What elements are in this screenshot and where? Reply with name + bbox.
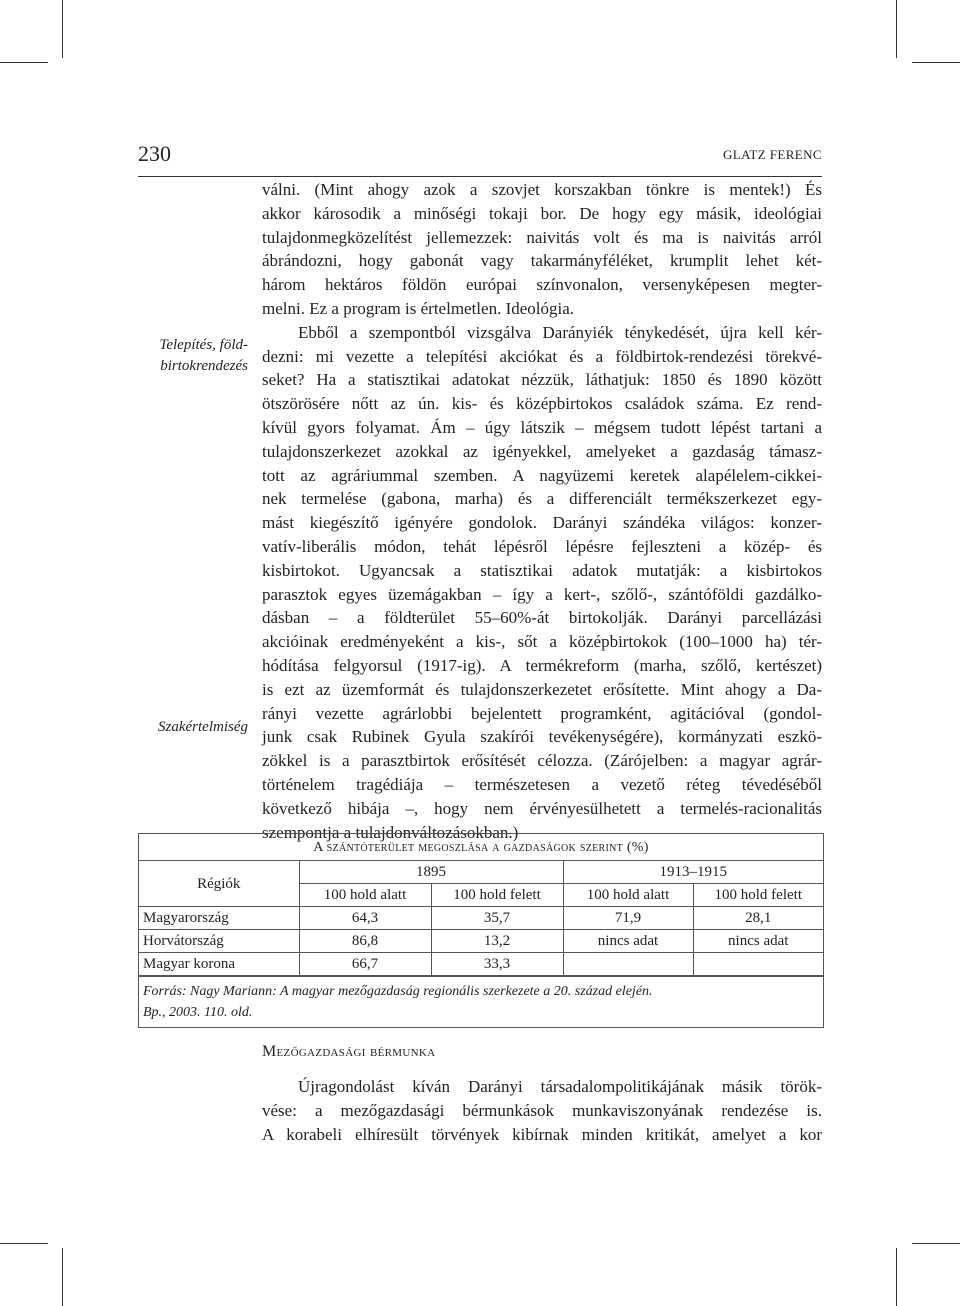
table-cell: nincs adat — [693, 930, 823, 953]
paragraph-1 — [262, 178, 822, 321]
text-line: tott az agráriummal szemben. A nagyüzemi keretek alapélelem-cikkei- — [262, 465, 822, 485]
table-cell: 71,9 — [563, 907, 693, 930]
row-region: Horvátország — [139, 930, 299, 953]
page-number: 230 — [138, 141, 171, 166]
text-line: kívül gyors folyamat. Ám – úgy látszik – mégsem tudott lépést tartani a — [262, 417, 822, 437]
row-region: Magyar korona — [139, 953, 299, 976]
header-rule — [138, 176, 822, 177]
text-line: ötszörösére nőtt az ún. kis- és középbirtokos családok száma. Ez rend- — [262, 394, 822, 414]
period-header-1913: 1913–1915 — [563, 861, 823, 884]
text-line: ábrándozni, hogy gabonát vagy takarmányféléket, krumplit lehet két- — [262, 251, 822, 271]
subheader: 100 hold alatt — [299, 884, 431, 907]
margin-note-line: Telepítés, föld- — [159, 337, 248, 353]
section-body-text — [262, 1075, 822, 1146]
body-text — [262, 178, 822, 844]
text-line: vése: a mezőgazdasági bérmunkások munkaviszonyának rendezése is. — [262, 1100, 822, 1120]
row-region: Magyarország — [139, 907, 299, 930]
crop-mark-right-top — [912, 62, 960, 63]
margin-note-telepites — [159, 335, 248, 377]
text-line: dásban – a földterület 55–60%-át birtokolják. Darányi parcellázási — [262, 608, 822, 628]
table-cell: 35,7 — [431, 907, 563, 930]
table-title: A szántóterület megoszlása a gazdaságok szerint (%) — [139, 834, 823, 861]
text-line: zökkel is a parasztbirtok erősítését célozza. (Zárójelben: a magyar agrár- — [262, 751, 822, 771]
text-line: akkor károsodik a minőségi tokaji bor. De hogy egy másik, ideológiai — [262, 203, 822, 223]
subheader: 100 hold felett — [431, 884, 563, 907]
crop-mark-top-right — [896, 0, 897, 58]
text-line: három hektáros földön európai színvonalon, versenyképesen megter- — [262, 275, 822, 295]
text-line: junk csak Rubinek Gyula szakírói tevékenységére), kormányzati eszkö- — [262, 727, 822, 747]
crop-mark-top-left — [62, 0, 63, 58]
table-cell: 66,7 — [299, 953, 431, 976]
table-cell: 33,3 — [431, 953, 563, 976]
text-line: seket? Ha a statisztikai adatokat nézzük, láthatjuk: 1850 és 1890 között — [262, 370, 822, 390]
table-source — [139, 976, 823, 1027]
text-line: Újragondolást kíván Darányi társadalompolitikájának másik török- — [298, 1077, 822, 1096]
source-line: Forrás: Nagy Mariann: A magyar mezőgazdaság regionális szerkezete a 20. század elején. — [143, 984, 653, 999]
crop-mark-bottom-left — [62, 1248, 63, 1306]
text-line: dezni: mi vezette a telepítési akciókat és a földbirtok-rendezési törekvé- — [262, 346, 822, 366]
table-cell: 86,8 — [299, 930, 431, 953]
text-line: nek termelése (gabona, marha) és a differenciált termékszerkezet egy- — [262, 489, 822, 509]
text-line: tulajdonmegközelítést jellemezzek: naivitás volt és ma is naivitás arról — [262, 227, 822, 247]
source-line: Bp., 2003. 110. old. — [143, 1005, 253, 1020]
text-line: Ebből a szempontból vizsgálva Darányiék ténykedését, újra kell kér- — [298, 322, 822, 342]
crop-mark-bottom-right — [896, 1248, 897, 1306]
table-cell: 13,2 — [431, 930, 563, 953]
table-cell: 64,3 — [299, 907, 431, 930]
text-line: rányi vezette agrárlobbi bejelentett programként, agitációval (gondol- — [262, 703, 822, 723]
text-line: válni. (Mint ahogy azok a szovjet korszakban tönkre is mentek!) És — [262, 180, 822, 199]
margin-note-line: birtokrendezés — [160, 358, 248, 374]
text-line: vatív-liberális módon, tehát lépésről lépésre fejleszteni a közép- és — [262, 536, 822, 556]
table-cell — [693, 953, 823, 976]
text-line: melni. Ez a program is értelmetlen. Ideológia. — [262, 298, 575, 318]
margin-note-szakertelmiseg: Szakértelmiség — [158, 719, 248, 735]
table-grid — [139, 861, 823, 976]
crop-mark-left-top — [0, 62, 48, 63]
subheader: 100 hold felett — [693, 884, 823, 907]
table-cell: 28,1 — [693, 907, 823, 930]
running-header-author: GLATZ FERENC — [722, 147, 822, 162]
paragraph-2 — [262, 321, 822, 845]
table-header-row — [139, 861, 823, 884]
table-row — [139, 930, 823, 953]
table-cell — [563, 953, 693, 976]
land-distribution-table — [138, 833, 824, 1028]
table-row — [139, 907, 823, 930]
text-line: történelem tragédiája – természetesen a vezető réteg tévedéséből — [262, 774, 822, 794]
text-line: akcióinak eredményeként a kis-, sőt a középbirtokok (100–1000 ha) tér- — [262, 632, 822, 652]
text-line: is ezt az üzemformát és tulajdonszerkezetet erősítette. Mint ahogy a Da- — [262, 679, 822, 699]
text-line: tulajdonszerkezet azokkal az igényekkel, amelyeket a gazdaság támasz- — [262, 441, 822, 461]
text-line: szempontja a tulajdonváltozásokban.) — [262, 822, 519, 842]
crop-mark-left-bottom — [0, 1243, 48, 1244]
table-row — [139, 953, 823, 976]
subheader: 100 hold alatt — [563, 884, 693, 907]
text-line: parasztok egyes üzemágakban – így a kert-, szőlő-, szántóföldi gazdálko- — [262, 584, 822, 604]
text-line: hódítása felgyorsul (1917-ig). A termékreform (marha, szőlő, kertészet) — [262, 655, 822, 675]
region-header: Régiók — [139, 861, 299, 907]
text-line: kisbirtokot. Ugyancsak a statisztikai adatok mutatják: a kisbirtokos — [262, 560, 822, 580]
text-line: A korabeli elhíresült törvények kibírnak minden kritikát, amelyet a kor — [262, 1124, 822, 1144]
section-heading: Mezőgazdasági bérmunka — [262, 1043, 436, 1060]
crop-mark-right-bottom — [912, 1243, 960, 1244]
table-cell: nincs adat — [563, 930, 693, 953]
period-header-1895: 1895 — [299, 861, 563, 884]
text-line: mást kiegészítő igényére gondolok. Darányi szándéka világos: konzer- — [262, 513, 822, 533]
text-line: következő hibája –, hogy nem érvényesülhetett a termelés-racionalitás — [262, 798, 822, 818]
